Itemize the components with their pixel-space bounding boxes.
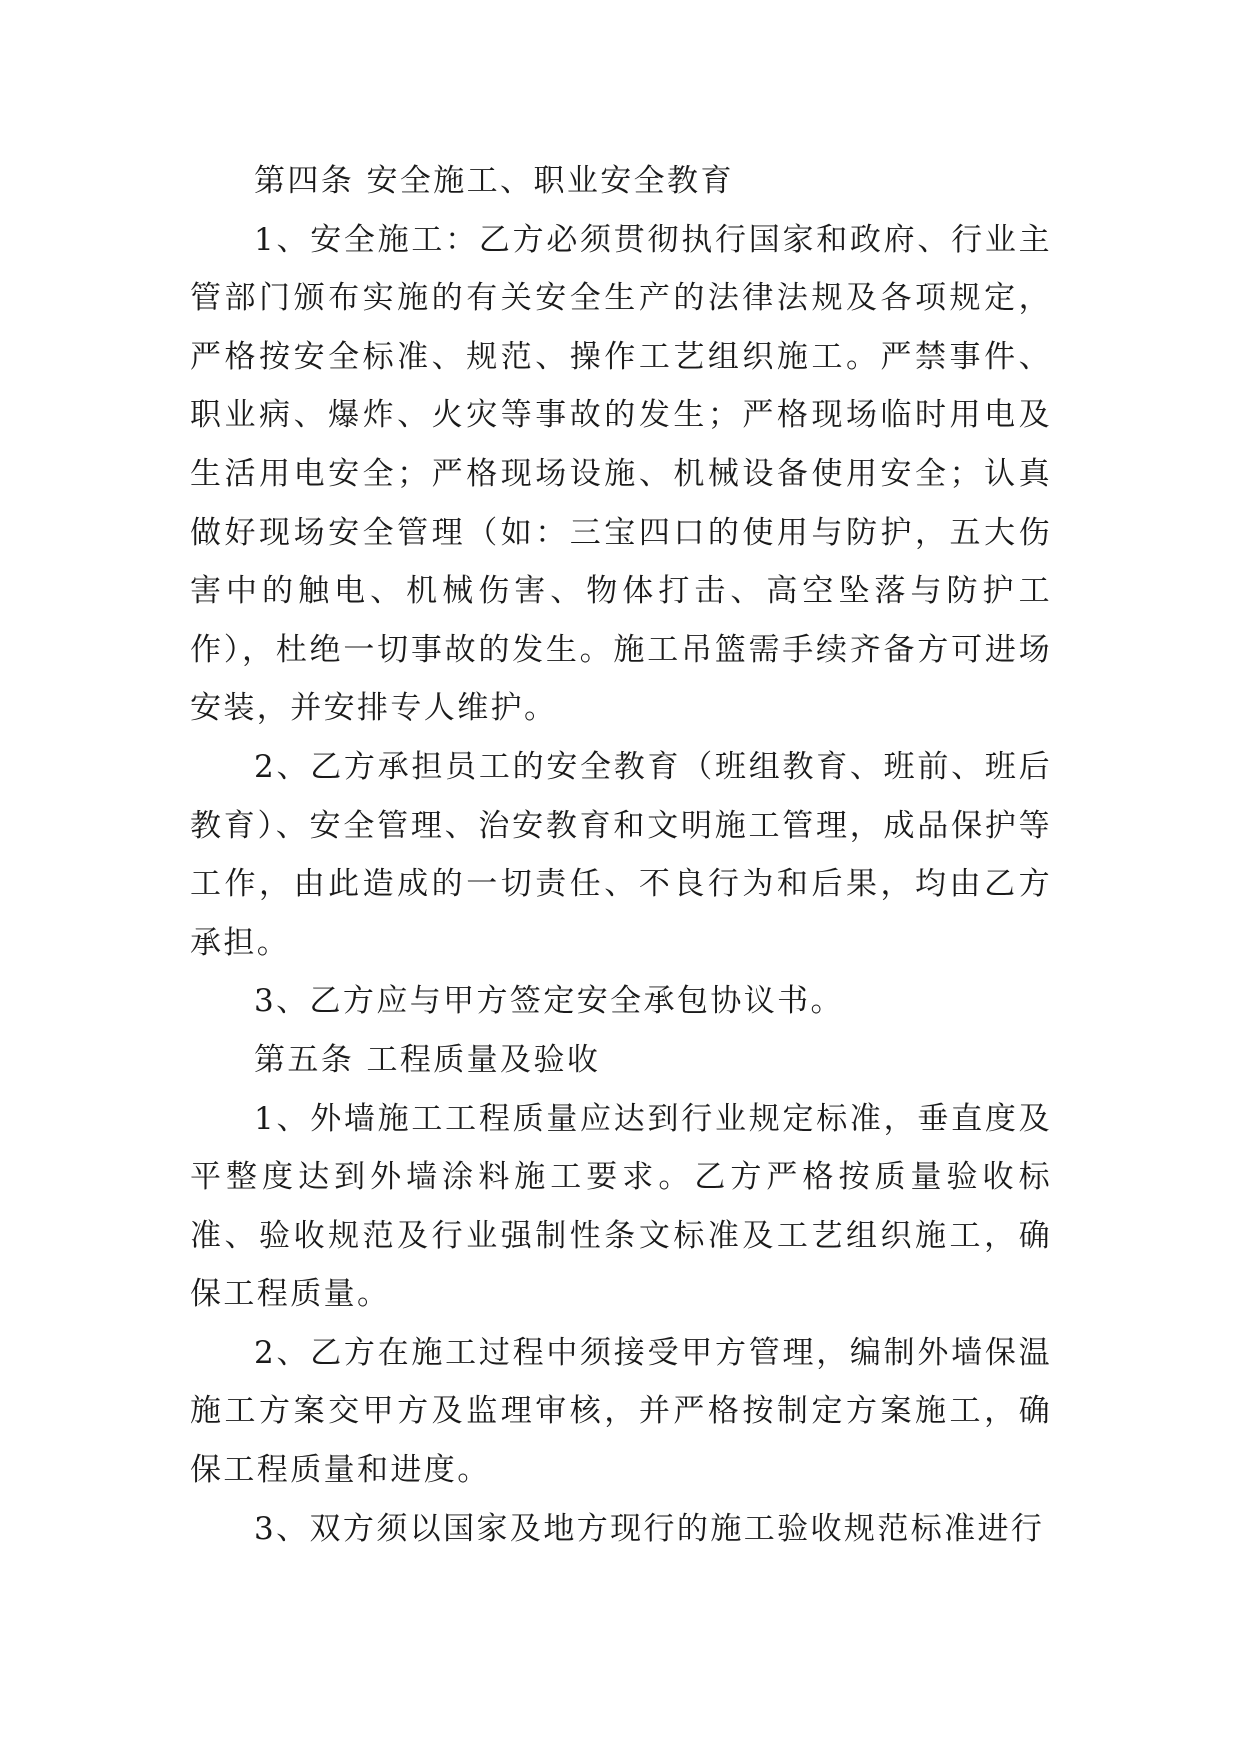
- article-4-clause-2: 2、乙方承担员工的安全教育（班组教育、班前、班后教育）、安全管理、治安教育和文明施工管理，成品保护等工作，由此造成的一切责任、不良行为和后果，均由乙方承担。: [190, 748, 1052, 961]
- article-5-clause-2: 2、乙方在施工过程中须接受甲方管理，编制外墙保温施工方案交甲方及监理审核，并严格按制定方案施工，确保工程质量和进度。: [190, 1334, 1052, 1489]
- article-4-heading: 第四条 安全施工、职业安全教育: [254, 163, 734, 199]
- article-5-heading: 第五条 工程质量及验收: [254, 1041, 601, 1078]
- article-4-clause-3: 3、乙方应与甲方签定安全承包协议书。: [254, 983, 844, 1020]
- article-5-clause-1: 1、外墙施工工程质量应达到行业规定标准，垂直度及平整度达到外墙涂料施工要求。乙方严格按质量验收标准、验收规范及行业强制性条文标准及工艺组织施工，确保工程质量。: [190, 1100, 1052, 1313]
- document-page: [190, 152, 1052, 1558]
- article-4-clause-1: 1、安全施工：乙方必须贯彻执行国家和政府、行业主管部门颁布实施的有关安全生产的法律法规及各项规定，严格按安全标准、规范、操作工艺组织施工。严禁事件、职业病、爆炸、火灾等事故的发生；严格现场临时用电及生活用电安全；严格现场设施、机械设备使用安全；认真做好现场安全管理（如：三宝四口的使用与防护，五大伤害中的触电、机械伤害、物体打击、高空坠落与防护工作），杜绝一切事故的发生。施工吊篮需手续齐备方可进场安装，并安排专人维护。: [190, 221, 1052, 727]
- article-5-clause-3: 3、双方须以国家及地方现行的施工验收规范标准进行: [254, 1510, 1045, 1547]
